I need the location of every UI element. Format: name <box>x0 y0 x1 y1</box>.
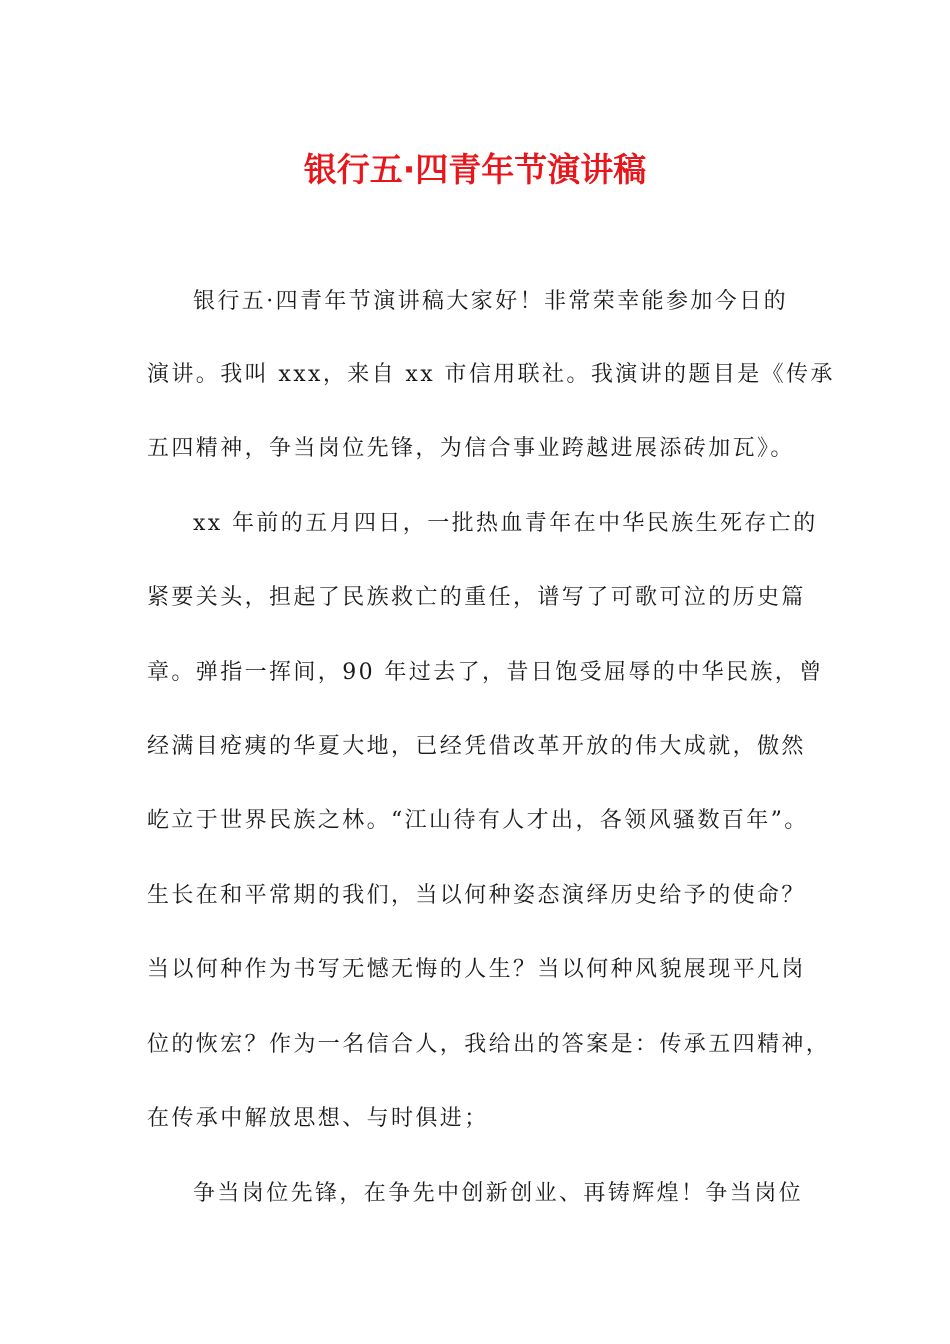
body-line-1: 银行五·四青年节演讲稿大家好！非常荣幸能参加今日的 <box>193 289 788 314</box>
body-line-7: 经满目疮痍的华夏大地，已经凭借改革开放的伟大成就，傲然 <box>147 734 806 759</box>
body-line-5: 紧要关头，担起了民族救亡的重任，谱写了可歌可泣的历史篇 <box>147 585 806 610</box>
body-line-13: 争当岗位先锋，在争先中创新创业、再铸辉煌！争当岗位 <box>193 1181 804 1206</box>
body-line-3: 五四精神，争当岗位先锋，为信合事业跨越进展添砖加瓦》。 <box>147 436 795 461</box>
body-line-11: 位的恢宏？作为一名信合人，我给出的答案是：传承五四精神， <box>147 1032 831 1057</box>
body-line-2: 演讲。我叫 xxx，来自 xx 市信用联社。我演讲的题目是《传承 <box>147 362 835 387</box>
body-line-8: 屹立于世界民族之林。“江山待有人才出，各领风骚数百年”。 <box>147 808 809 833</box>
body-line-10: 当以何种作为书写无憾无悔的人生？当以何种风貌展现平凡岗 <box>147 957 806 982</box>
body-line-12: 在传承中解放思想、与时俱进； <box>147 1106 489 1131</box>
body-line-4: xx 年前的五月四日，一批热血青年在中华民族生死存亡的 <box>193 511 818 536</box>
document-title: 银行五·四青年节演讲稿 <box>303 150 647 189</box>
body-line-6: 章。弹指一挥间，90 年过去了，昔日饱受屈辱的中华民族，曾 <box>147 660 824 685</box>
body-line-9: 生长在和平常期的我们，当以何种姿态演绎历史给予的使命？ <box>147 883 806 908</box>
